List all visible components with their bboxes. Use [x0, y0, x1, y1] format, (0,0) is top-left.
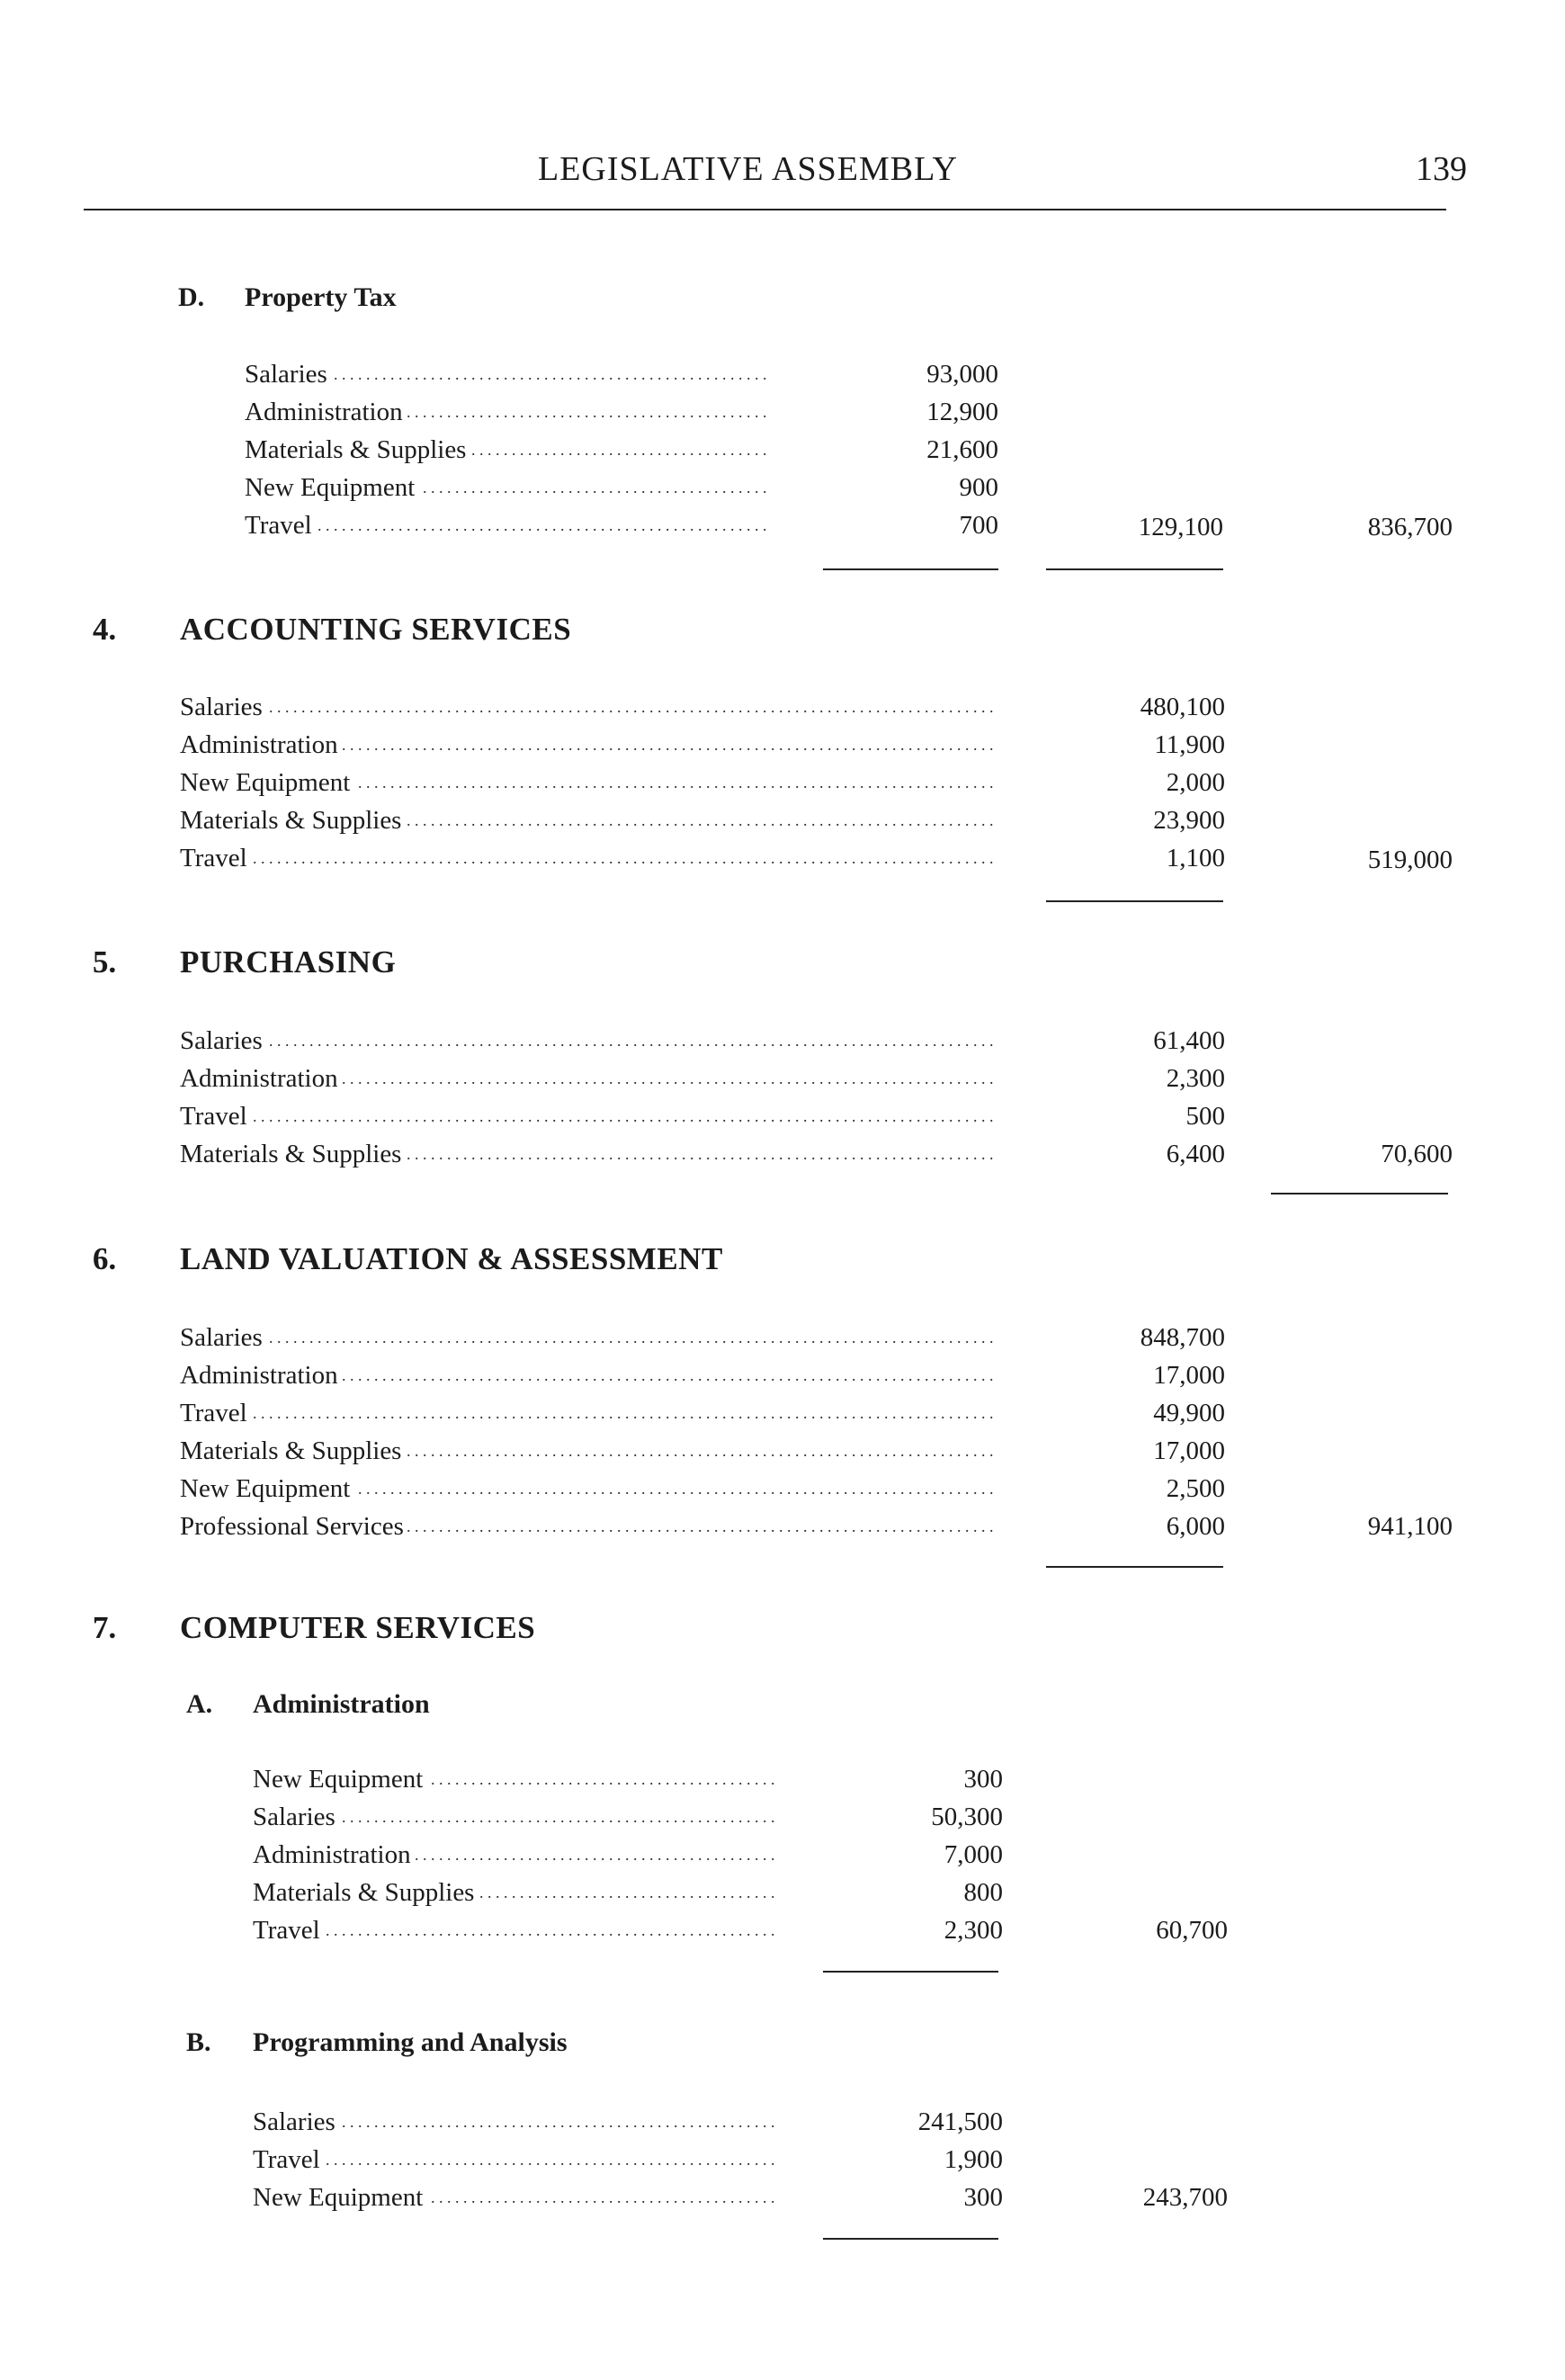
purchasing-title: PURCHASING — [180, 944, 397, 980]
line-item-row — [180, 1432, 1225, 1470]
page-title: LEGISLATIVE ASSEMBLY — [538, 150, 958, 188]
line-item-label: Salaries . . . — [253, 1798, 776, 1836]
line-item-amount: 11,900 — [1154, 730, 1225, 759]
line-item-label: Administration . . . — [180, 1060, 998, 1097]
line-item-amount: 61,400 — [1153, 1026, 1225, 1055]
line-item-amount: 17,000 — [1153, 1436, 1225, 1465]
line-item-label: Administration . . . — [245, 393, 768, 431]
line-item-label: Administration . . . — [253, 1836, 776, 1874]
line-item-label: Travel . . . — [253, 1911, 776, 1949]
line-item-label: Materials & Supplies . . . — [180, 801, 998, 839]
line-item-amount: 12,900 — [926, 398, 998, 426]
computer-admin-title: Administration — [253, 1689, 430, 1719]
line-item-label: Materials & Supplies . . . — [180, 1135, 998, 1173]
line-item-row — [245, 506, 998, 544]
line-item-label: New Equipment . . . — [253, 2179, 776, 2216]
line-item-row — [180, 688, 1225, 726]
line-item-label: New Equipment . . . — [180, 764, 998, 801]
line-item-row — [180, 1356, 1225, 1394]
land-title: LAND VALUATION & ASSESSMENT — [180, 1241, 723, 1276]
line-item-amount: 480,100 — [1140, 693, 1225, 721]
line-item-row — [180, 764, 1225, 801]
line-item-row — [253, 2103, 1003, 2141]
line-item-label: Travel . . . — [253, 2141, 776, 2179]
line-item-amount: 500 — [1185, 1102, 1225, 1131]
line-item-amount: 300 — [963, 2183, 1003, 2212]
line-item-amount: 17,000 — [1153, 1361, 1225, 1390]
header-rule — [84, 209, 1446, 210]
line-item-label: Salaries . . . — [180, 1022, 998, 1060]
line-item-label: New Equipment . . . — [253, 1760, 776, 1798]
line-item-row — [180, 839, 1225, 877]
line-item-row — [180, 1394, 1225, 1432]
line-item-label: Travel . . . — [245, 506, 768, 544]
purchasing-total: 70,600 — [1381, 1140, 1453, 1168]
line-item-label: Travel . . . — [180, 1394, 998, 1432]
land-number: 6. — [93, 1241, 117, 1276]
line-item-row — [253, 2141, 1003, 2179]
accounting-title: ACCOUNTING SERVICES — [180, 612, 572, 647]
accounting-rule — [1046, 900, 1223, 902]
line-item-row — [253, 1911, 1003, 1949]
line-item-row — [180, 801, 1225, 839]
accounting-number: 4. — [93, 612, 117, 647]
line-item-row — [180, 1022, 1225, 1060]
line-item-amount: 1,100 — [1166, 844, 1225, 872]
line-item-label: Professional Services . . . — [180, 1508, 998, 1545]
line-item-row — [253, 1760, 1003, 1798]
line-item-amount: 6,400 — [1166, 1140, 1225, 1168]
page-number: 139 — [1416, 150, 1467, 188]
line-item-row — [245, 469, 998, 506]
land-total: 941,100 — [1367, 1512, 1453, 1541]
line-item-amount: 300 — [963, 1765, 1003, 1794]
line-item-amount: 2,300 — [1166, 1064, 1225, 1093]
accounting-total: 519,000 — [1367, 846, 1453, 874]
line-item-row — [253, 1798, 1003, 1836]
line-item-label: Materials & Supplies . . . — [253, 1874, 776, 1911]
line-item-row — [245, 431, 998, 469]
line-item-amount: 848,700 — [1140, 1323, 1225, 1352]
line-item-amount: 1,900 — [943, 2145, 1003, 2174]
property-tax-title: Property Tax — [245, 282, 397, 312]
line-item-label: Salaries . . . — [253, 2103, 776, 2141]
computer-admin-subtotal: 60,700 — [1156, 1916, 1228, 1945]
line-item-row — [245, 393, 998, 431]
line-item-label: Administration . . . — [180, 1356, 998, 1394]
line-item-amount: 241,500 — [917, 2107, 1003, 2136]
line-item-label: Salaries . . . — [180, 688, 998, 726]
line-item-label: Materials & Supplies . . . — [180, 1432, 998, 1470]
property-tax-letter: D. — [178, 282, 205, 312]
line-item-row — [253, 1874, 1003, 1911]
property-tax-subtotal-rule — [1046, 568, 1223, 570]
line-item-amount: 7,000 — [943, 1840, 1003, 1869]
land-rule — [1046, 1566, 1223, 1568]
line-item-row — [253, 2179, 1003, 2216]
line-item-label: Administration . . . — [180, 726, 998, 764]
computer-admin-letter: A. — [186, 1689, 213, 1719]
line-item-row — [180, 1319, 1225, 1356]
line-item-amount: 2,300 — [943, 1916, 1003, 1945]
line-item-row — [245, 355, 998, 393]
line-item-row — [180, 1097, 1225, 1135]
property-tax-total: 836,700 — [1367, 513, 1453, 541]
line-item-amount: 21,600 — [926, 435, 998, 464]
purchasing-rule — [1271, 1193, 1448, 1194]
line-item-amount: 50,300 — [931, 1803, 1003, 1831]
line-item-label: Travel . . . — [180, 839, 998, 877]
computer-number: 7. — [93, 1610, 117, 1645]
property-tax-subtotal: 129,100 — [1138, 513, 1223, 541]
line-item-amount: 2,000 — [1166, 768, 1225, 797]
line-item-amount: 93,000 — [926, 360, 998, 389]
purchasing-number: 5. — [93, 944, 117, 980]
line-item-amount: 900 — [959, 473, 998, 502]
line-item-label: Travel . . . — [180, 1097, 998, 1135]
computer-programming-subtotal: 243,700 — [1142, 2183, 1228, 2212]
line-item-label: Salaries . . . — [180, 1319, 998, 1356]
line-item-amount: 2,500 — [1166, 1474, 1225, 1503]
computer-admin-rule — [823, 1971, 998, 1973]
line-item-amount: 49,900 — [1153, 1399, 1225, 1427]
line-item-row — [180, 1470, 1225, 1508]
line-item-row — [180, 726, 1225, 764]
computer-programming-title: Programming and Analysis — [253, 2027, 568, 2057]
property-tax-items-rule — [823, 568, 998, 570]
line-item-row — [180, 1508, 1225, 1545]
line-item-amount: 6,000 — [1166, 1512, 1225, 1541]
line-item-row — [180, 1135, 1225, 1173]
line-item-amount: 700 — [959, 511, 998, 540]
page-header — [0, 149, 1565, 194]
computer-programming-letter: B. — [186, 2027, 211, 2057]
line-item-amount: 800 — [963, 1878, 1003, 1907]
line-item-row — [180, 1060, 1225, 1097]
line-item-amount: 23,900 — [1153, 806, 1225, 835]
computer-programming-rule — [823, 2238, 998, 2240]
line-item-label: New Equipment . . . — [245, 469, 768, 506]
line-item-row — [253, 1836, 1003, 1874]
computer-title: COMPUTER SERVICES — [180, 1610, 536, 1645]
line-item-label: Materials & Supplies . . . — [245, 431, 768, 469]
line-item-label: New Equipment . . . — [180, 1470, 998, 1508]
line-item-label: Salaries . . . — [245, 355, 768, 393]
